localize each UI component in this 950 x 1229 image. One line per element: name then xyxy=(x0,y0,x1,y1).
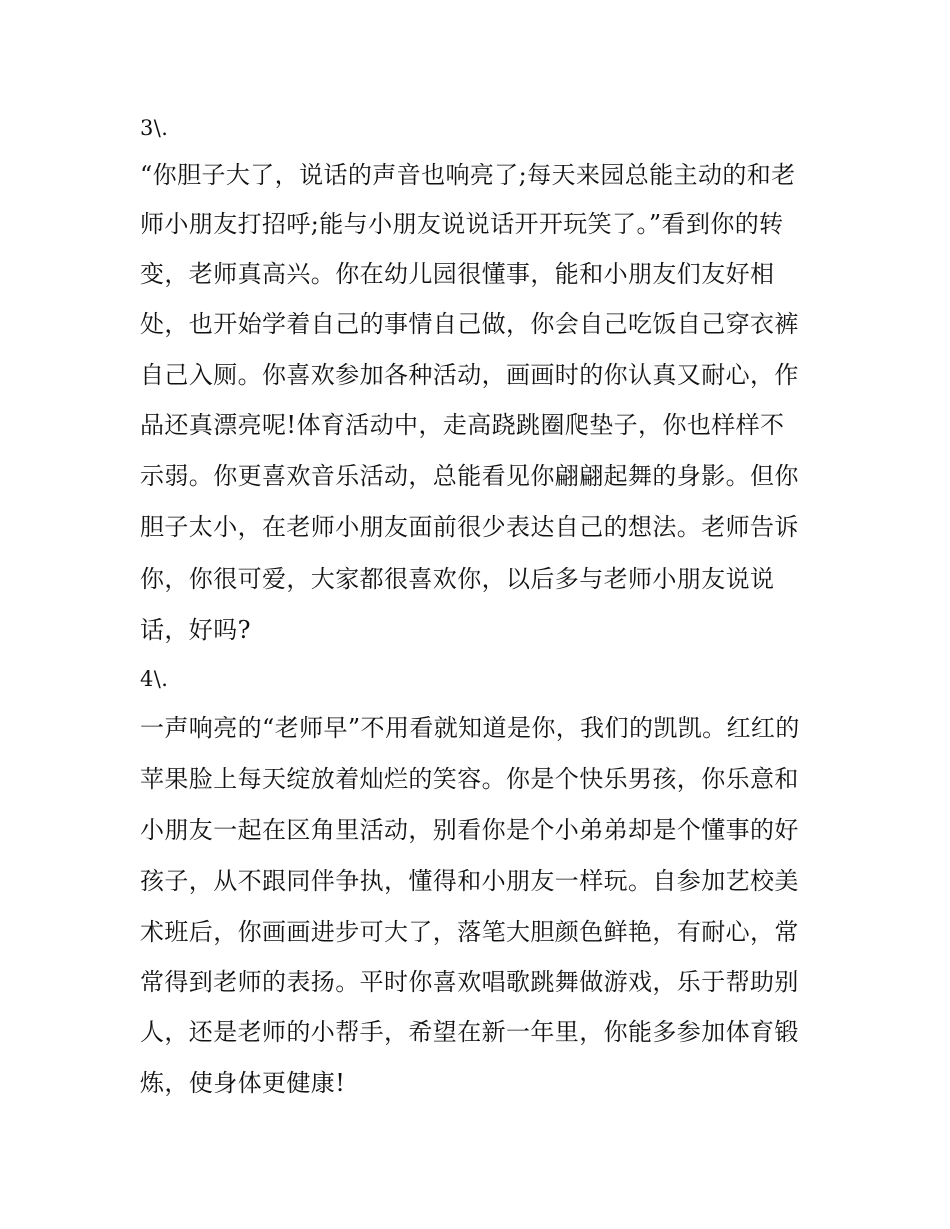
section-3-line: “你胆子大了，说话的声音也响亮了;每天来园总能主动的和老 xyxy=(140,161,796,189)
section-3-line: 变，老师真高兴。你在幼儿园很懂事，能和小朋友们友好相 xyxy=(140,260,775,288)
section-3-line: 话，好吗? xyxy=(140,616,251,644)
section-4-line: 炼，使身体更健康! xyxy=(140,1069,346,1097)
section-4-line: 一声响亮的“老师早”不用看就知道是你，我们的凯凯。红红的 xyxy=(140,714,800,742)
section-4-line: 人，还是老师的小帮手，希望在新一年里，你能多参加体育锻 xyxy=(140,1018,799,1046)
section-4-line: 孩子，从不跟同伴争执，懂得和小朋友一样玩。自参加艺校美 xyxy=(140,867,799,895)
section-4-number: 4\. xyxy=(140,667,169,691)
section-4-line: 苹果脸上每天绽放着灿烂的笑容。你是个快乐男孩，你乐意和 xyxy=(140,765,799,793)
section-4-line: 常得到老师的表扬。平时你喜欢唱歌跳舞做游戏，乐于帮助别 xyxy=(140,968,799,996)
section-3-line: 自己入厕。你喜欢参加各种活动，画画时的你认真又耐心，作 xyxy=(140,361,799,389)
section-3-number: 3\. xyxy=(140,116,169,140)
section-3-line: 示弱。你更喜欢音乐活动，总能看见你翩翩起舞的身影。但你 xyxy=(140,462,799,490)
section-3-line: 师小朋友打招呼;能与小朋友说说话开开玩笑了。”看到你的转 xyxy=(140,210,784,238)
section-3-line: 胆子太小，在老师小朋友面前很少表达自己的想法。老师告诉 xyxy=(140,513,799,541)
section-3-line: 品还真漂亮呢!体育活动中，走高跷跳圈爬垫子，你也样样不 xyxy=(140,411,785,439)
section-3-line: 处，也开始学着自己的事情自己做，你会自己吃饭自己穿衣裤 xyxy=(140,310,799,338)
section-4-line: 小朋友一起在区角里活动，别看你是个小弟弟却是个懂事的好 xyxy=(140,816,799,844)
section-3-line: 你，你很可爱，大家都很喜欢你，以后多与老师小朋友说说 xyxy=(140,565,775,593)
section-4-line: 术班后，你画画进步可大了，落笔大胆颜色鲜艳，有耐心，常 xyxy=(140,918,799,946)
